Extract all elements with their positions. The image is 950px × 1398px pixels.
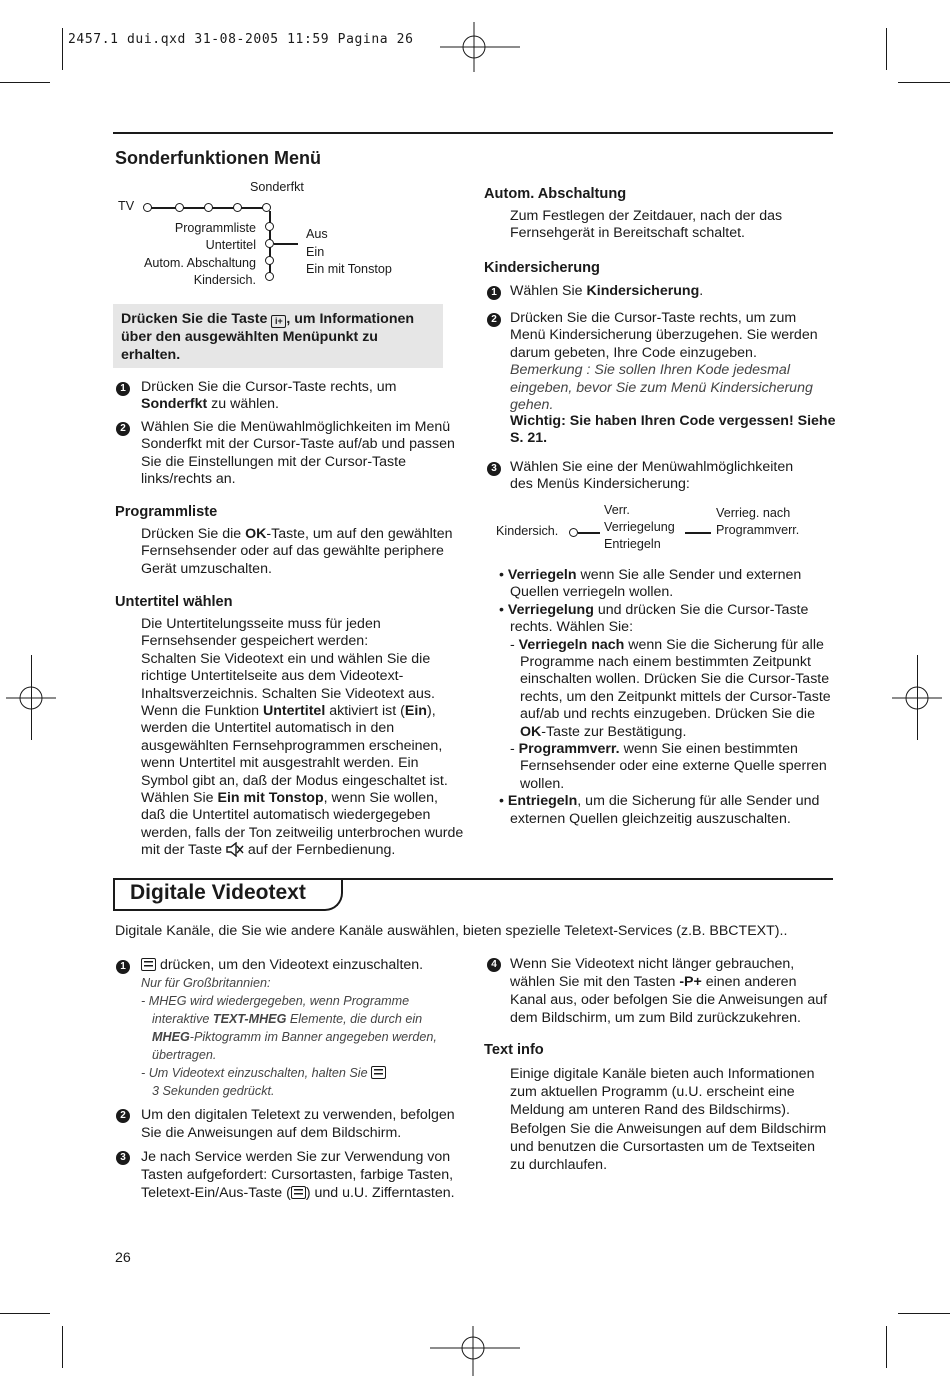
kinder-step-3: Wählen Sie eine der Menüwahlmöglichkeiten des Menüs Kindersicherung:	[510, 459, 794, 493]
digital-step-2: Um den digitalen Teletext zu verwenden, befolgen Sie die Anweisungen auf dem Bildschirm.	[141, 1107, 455, 1141]
digital-step-3: Je nach Service werden Sie zur Verwendung von Tasten aufgefordert: Cursortasten, farbige Tasten, Teletext-Ein/Aus-Taste ( ) und u.U. Zifferntasten.	[141, 1149, 455, 1201]
heading-untertitel: Untertitel wählen	[115, 594, 233, 610]
step-2-text: Wählen Sie die Menüwahlmöglichkeiten im Menü Sonderfkt mit der Cursor-Taste auf/ab und passen Sie die Einstellungen mit der Cursor-Taste links/rechts an.	[141, 419, 455, 488]
page-number: 26	[115, 1250, 131, 1266]
step-number-1: 1	[487, 286, 501, 300]
step-number-2: 2	[116, 1109, 130, 1123]
teletext-icon	[371, 1066, 386, 1079]
diagram-item: Untertitel	[205, 238, 256, 253]
diagram-item: Kindersich.	[193, 273, 256, 288]
kinder-bullet-list: • Verriegeln wenn Sie alle Sender und externen Quellen verriegeln wollen. • Verriegelung und drücken Sie die Cursor-Taste rechts. Wählen Sie: - Verriegeln nach wenn Sie die Sicherung für alle Programme nach einem bestimmten Zeitpunkt einschalten wollen. Drücken Sie die Cursor-Taste rechts, um den Zeitpunkt mittels der Cursor-Taste auf/ab und rechts einzugeben. Drücken Sie die OK-Taste zur Bestätigung. - Programmverr. wenn Sie einen bestimmten Fernsehsender oder eine externe Quelle sperren wollen. • Entriegeln, um die Sicherung für alle Sender und externen Quellen gleichzeitig auszuschalten.	[499, 567, 831, 827]
diagram-item: Autom. Abschaltung	[143, 255, 256, 270]
heading-kindersicherung: Kindersicherung	[484, 260, 600, 276]
teletext-icon	[291, 1186, 306, 1199]
kinder-diagram-suboption: Programmverr.	[716, 523, 800, 537]
mute-icon	[226, 842, 244, 857]
diagram-item: Programmliste	[174, 221, 256, 235]
kinder-note: Bemerkung : Sie sollen Ihren Kode jedesmal eingeben, bevor Sie zum Menü Kindersicherung gehen.	[510, 362, 813, 414]
info-box-post: , um Informationen über den ausgewählten Menüpunkt zu erhalten.	[121, 311, 415, 363]
heading-autom: Autom. Abschaltung	[484, 186, 627, 202]
registration-mark-top	[440, 22, 520, 72]
diagram-menu-label: Sonderfkt	[250, 180, 304, 194]
step-number-4: 4	[487, 958, 501, 972]
digital-intro: Digitale Kanäle, die Sie wie andere Kanäle auswählen, bieten spezielle Teletext-Services (z.B. BBCTEXT)..	[115, 923, 788, 939]
registration-mark-right	[892, 678, 942, 718]
kinder-diagram-root: Kindersich.	[496, 524, 559, 538]
registration-mark-left	[6, 678, 56, 718]
kinder-step-1: Wählen Sie Kindersicherung.	[510, 283, 704, 299]
autom-text: Zum Festlegen der Zeitdauer, nach der das Fernsehgerät in Bereitschaft schaltet.	[510, 208, 783, 242]
diagram-option: Ein	[306, 244, 325, 259]
diagram-option: Ein mit Tonstop	[306, 262, 392, 277]
step-number-1: 1	[116, 960, 130, 974]
kinder-important: Wichtig: Sie haben Ihren Code vergessen! Siehe S. 21.	[510, 413, 836, 447]
diagram-root-label: TV	[118, 199, 135, 213]
kinder-diagram-option: Verriegelung	[604, 520, 675, 534]
top-rule	[113, 132, 833, 134]
step-number: 1	[116, 382, 130, 396]
file-info: 2457.1 dui.qxd 31-08-2005 11:59 Pagina 26	[68, 32, 414, 47]
step-number-2: 2	[487, 313, 501, 327]
info-box	[113, 304, 443, 368]
kinder-diagram-suboption: Verrieg. nach	[716, 506, 791, 520]
step-number-3: 3	[487, 462, 501, 476]
step-number-3: 3	[116, 1151, 130, 1165]
kinder-diagram-option: Verr.	[604, 503, 630, 517]
section-title-digital: Digitale Videotext	[130, 881, 306, 904]
untertitel-text: Die Untertitelungsseite muss für jeden Fernsehsender gespeichert werden: Schalten Sie Videotext ein und wählen Sie die richtige Untertitelseite aus dem Videotext-Inhaltsverzeichnis. Schalten Sie Videotext aus. Wenn die Funktion Untertitel aktiviert ist (Ein), werden die Untertitel automatisch in den ausgewählten Fernsehprogrammen erscheinen, wenn Untertitel mit ausgestrahlt werden. Ein Symbol gibt an, daß der Modus eingeschaltet ist. Wählen Sie Ein mit Tonstop, wenn Sie wollen, daß die Untertitel automatisch wiedergegeben werden, falls der Ton zeitweilig unterbrochen wurde mit der Taste auf der Fernbedienung.	[141, 616, 464, 859]
step-number: 2	[116, 422, 130, 436]
diagram-option: Aus	[306, 227, 328, 241]
section-title-sonder: Sonderfunktionen Menü	[115, 148, 321, 168]
kinder-diagram-option: Entriegeln	[604, 537, 661, 551]
kinder-step-2: Drücken Sie die Cursor-Taste rechts, um zum Menü Kindersicherung überzugehen. Sie werden darum gebeten, Ihre Code einzugeben. Bemerkung : Sie sollen Ihren Kode jedesmal eingeben, bevor Sie zum Menü Kindersicherung gehen.	[510, 310, 830, 414]
heading-textinfo: Text info	[484, 1042, 544, 1058]
info-button-icon: i+	[271, 315, 286, 328]
textinfo-text: Einige digitale Kanäle bieten auch Informationen zum aktuellen Programm (u.U. erscheint eine Meldung am unteren Rand des Bildschirms). Befolgen Sie die Anweisungen auf dem Bildschirm und benutzen die Cursortasten um de Textseiten zu durchlaufen.	[510, 1066, 827, 1174]
info-box-pre: Drücken Sie die Taste	[121, 311, 268, 327]
digital-step-1: drücken, um den Videotext einzuschalten. Nur für Großbritannien: - MHEG wird wiedergegeben, wenn Programme interaktive TEXT-MHEG Elemente, die durch ein MHEG-Piktogramm im Banner angegeben werden, übertragen. - Um Videotext einzuschalten, halten Sie 3 Sekunden gedrückt.	[141, 957, 437, 1099]
registration-mark-bottom	[430, 1326, 520, 1376]
programmliste-text: Drücken Sie die OK-Taste, um auf den gewählten Fernsehsender oder auf das gewählte periphere Gerät umzuschalten.	[141, 526, 453, 577]
heading-programmliste: Programmliste	[115, 504, 218, 520]
teletext-icon	[141, 958, 156, 971]
step-1-text: Drücken Sie die Cursor-Taste rechts, um Sonderfkt zu wählen.	[141, 379, 397, 413]
digital-step-4: Wenn Sie Videotext nicht länger gebrauchen, wählen Sie mit den Tasten -P+ einen anderen Kanal aus, oder befolgen Sie die Anweisungen auf dem Bildschirm, um zum Bild zurückzukehren.	[510, 956, 828, 1026]
